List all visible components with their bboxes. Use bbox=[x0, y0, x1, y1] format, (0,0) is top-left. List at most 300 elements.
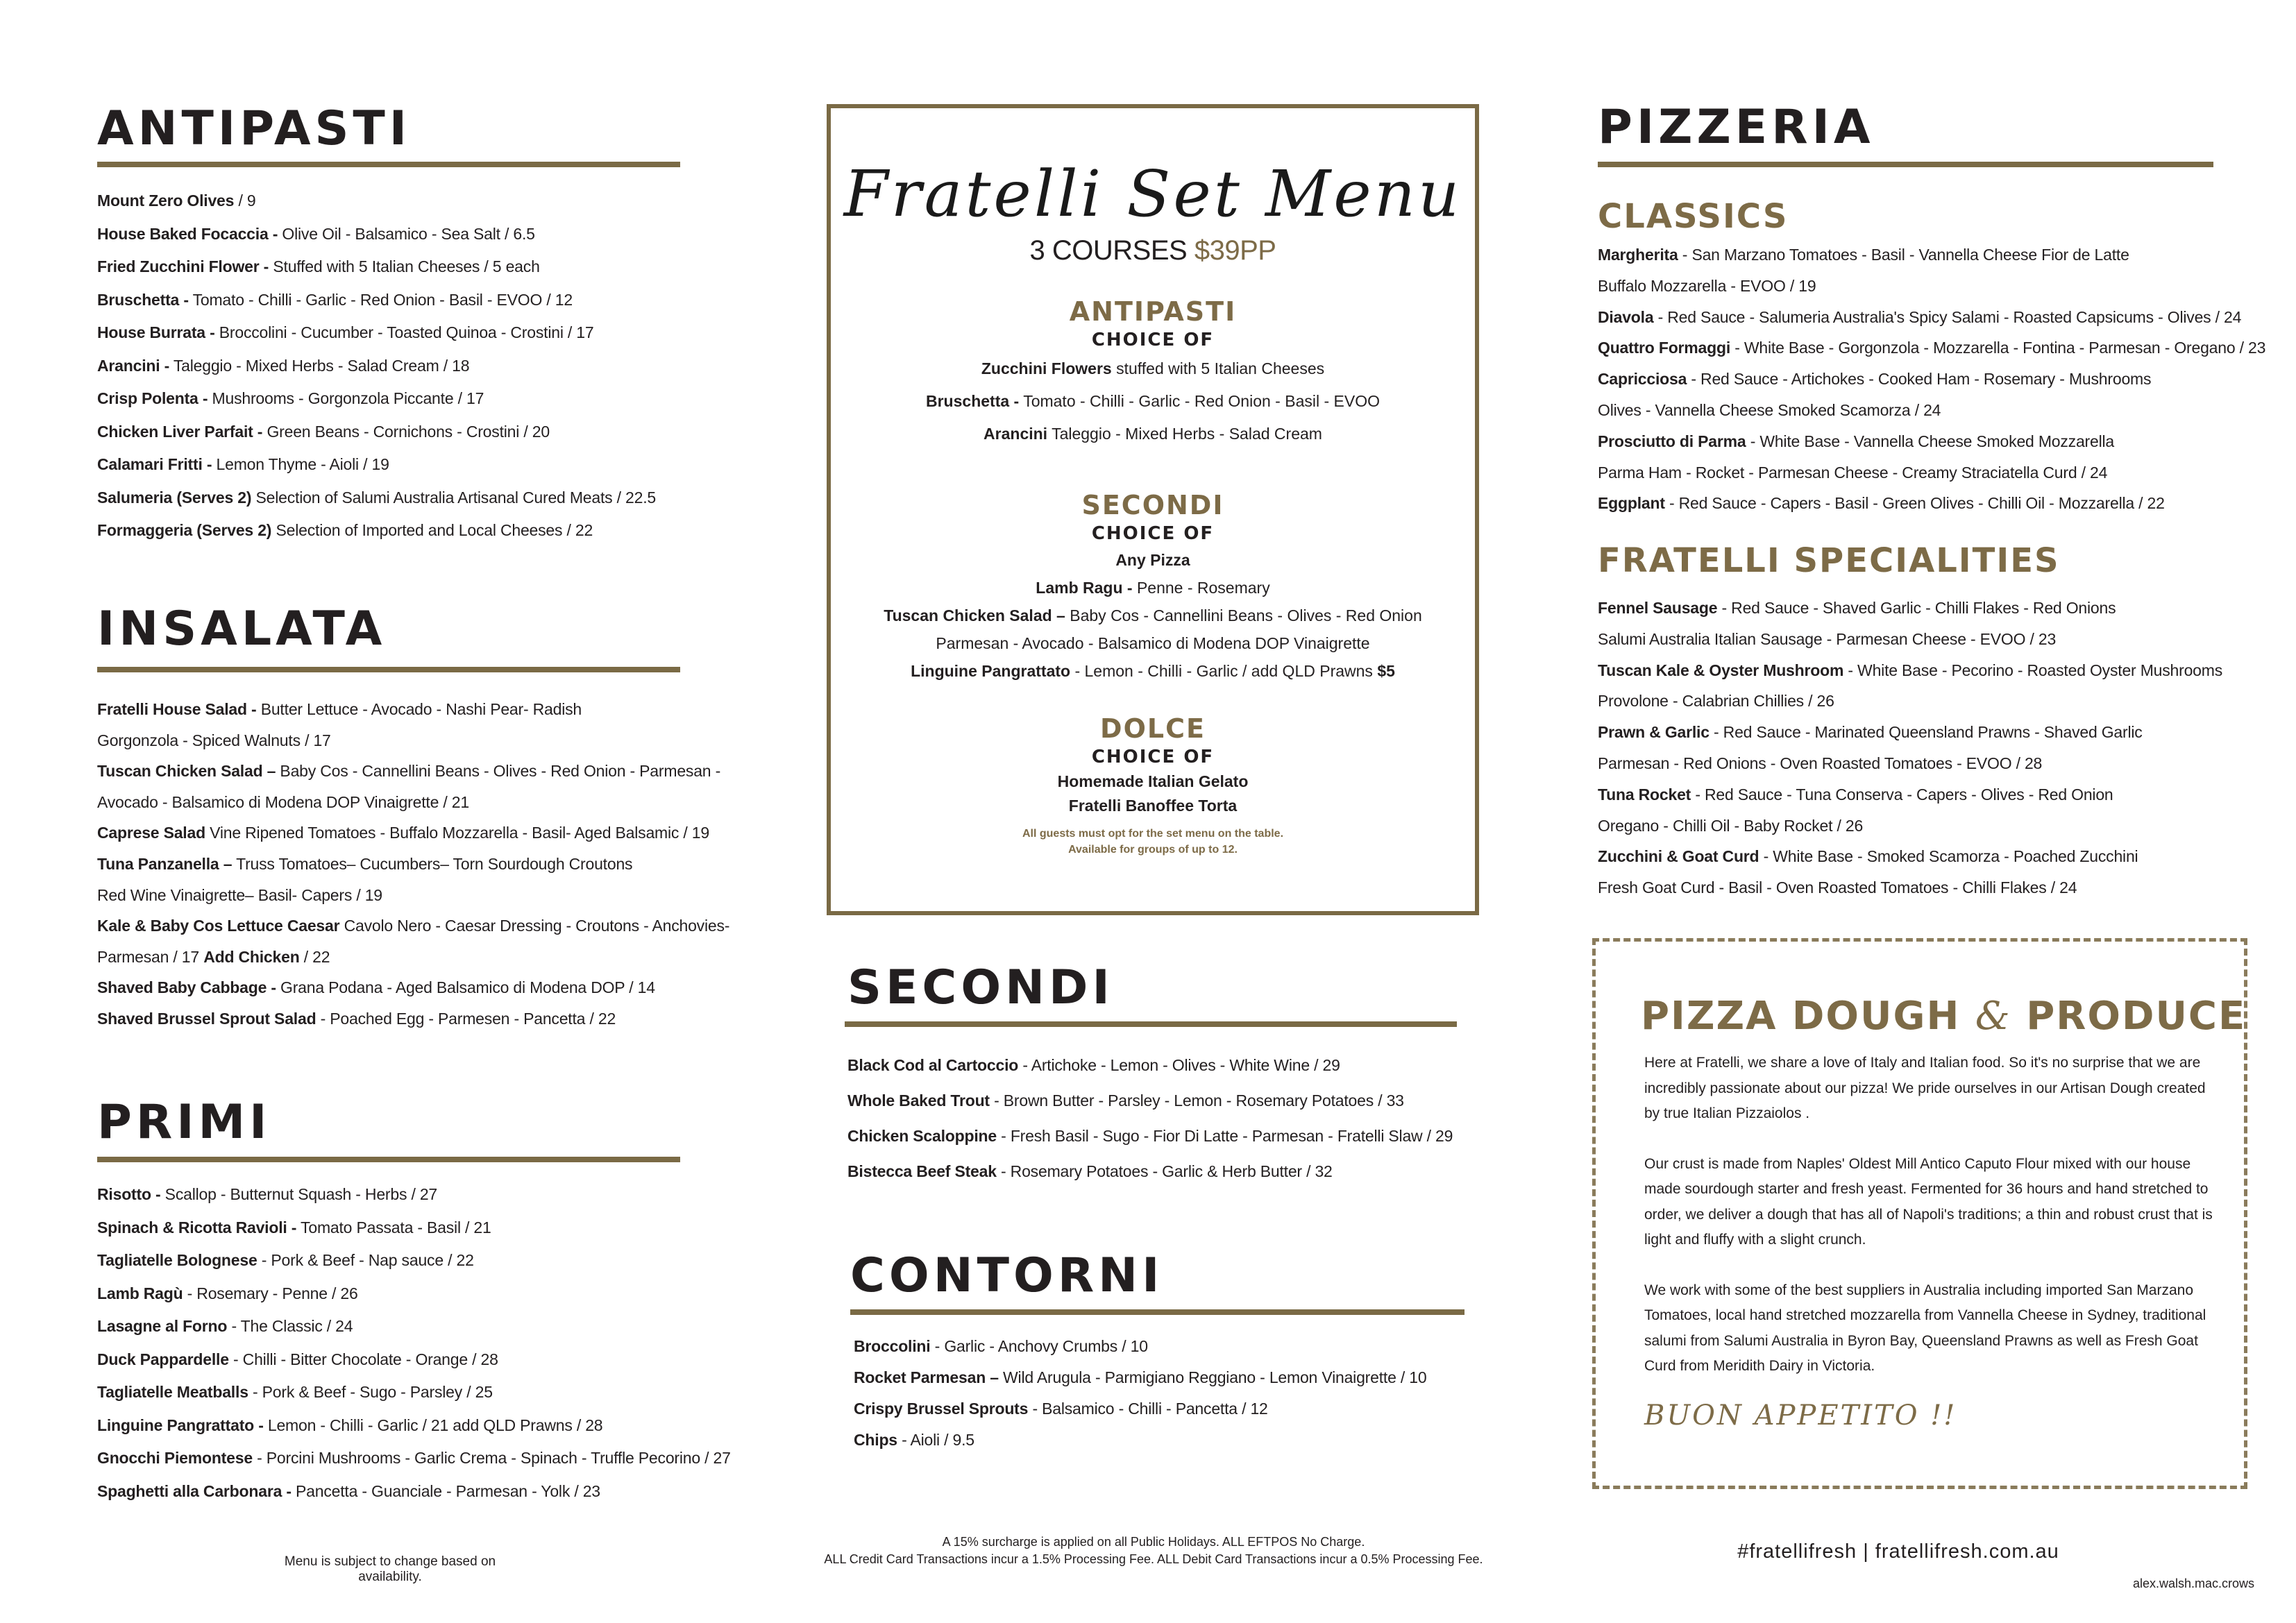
item-name: Gnocchi Piemontese bbox=[97, 1449, 253, 1467]
item-description: Penne - Rosemary bbox=[1136, 579, 1270, 597]
secondi-rule bbox=[845, 1021, 1457, 1027]
item-description: Baby Cos - Cannellini Beans - Olives - Red Onion bbox=[1070, 606, 1422, 624]
menu-item bbox=[97, 482, 656, 515]
menu-item bbox=[847, 1154, 1453, 1189]
menu-item-line bbox=[97, 1310, 731, 1343]
item-description: - Balsamico - Chilli - Pancetta / 12 bbox=[1032, 1400, 1268, 1418]
item-description: - Aioli / 9.5 bbox=[902, 1431, 974, 1449]
classics-list bbox=[1598, 239, 2265, 519]
item-description-cont: Parmesan / 17 bbox=[97, 947, 199, 966]
pizza-dough-heading-b: PRODUCE bbox=[2026, 994, 2247, 1039]
menu-item bbox=[847, 1048, 1453, 1083]
menu-item-line-2 bbox=[97, 787, 729, 818]
item-description: Scallop - Butternut Squash - Herbs / 27 bbox=[164, 1185, 438, 1203]
set-menu-item bbox=[831, 602, 1475, 657]
surcharge-line2: ALL Credit Card Transactions incur a 1.5% Processing Fee. ALL Debit Card Transactions incur a 0.5% Processing Fee. bbox=[824, 1552, 1483, 1566]
item-description: Pancetta - Guanciale - Parmesan - Yolk / 23 bbox=[296, 1481, 600, 1500]
item-name: Risotto - bbox=[97, 1185, 161, 1203]
menu-item bbox=[97, 1277, 731, 1311]
menu-item-line bbox=[97, 382, 656, 416]
menu-item bbox=[97, 382, 656, 416]
antipasti-list bbox=[97, 185, 656, 547]
item-description: Grana Podana - Aged Balsamico di Modena DOP / 14 bbox=[280, 978, 655, 997]
item-name: Any Pizza bbox=[1115, 551, 1190, 569]
menu-item-line bbox=[97, 185, 656, 218]
contorni-rule bbox=[850, 1309, 1464, 1315]
buon-appetito-signoff: BUON APPETITO !! bbox=[1644, 1400, 1957, 1431]
item-description: Selection of Salumi Australia Artisanal Cured Meats / 22.5 bbox=[255, 488, 656, 507]
set-section-title: DOLCE bbox=[1100, 713, 1206, 744]
insalata-rule bbox=[97, 667, 680, 672]
menu-item bbox=[97, 1376, 731, 1409]
classics-heading: CLASSICS bbox=[1598, 197, 1789, 236]
insalata-heading: INSALATA bbox=[97, 602, 387, 656]
item-description-cont: Red Wine Vinaigrette– Basil- Capers / 19 bbox=[97, 885, 382, 904]
item-name: Mount Zero Olives bbox=[97, 192, 235, 210]
menu-item bbox=[97, 316, 656, 350]
item-name: Prosciutto di Parma bbox=[1598, 432, 1746, 450]
menu-item-line bbox=[97, 448, 656, 482]
item-name: Shaved Baby Cabbage - bbox=[97, 978, 276, 997]
item-description-cont: Salumi Australia Italian Sausage - Parmesan Cheese - EVOO / 23 bbox=[1598, 629, 2057, 648]
item-name: Lasagne al Forno bbox=[97, 1317, 228, 1335]
menu-item-line bbox=[847, 1154, 1453, 1189]
item-description: / 9 bbox=[238, 192, 256, 210]
item-description: Truss Tomatoes– Cucumbers– Torn Sourdough Croutons bbox=[236, 854, 633, 873]
item-name: Diavola bbox=[1598, 307, 1654, 326]
menu-item bbox=[97, 1178, 731, 1212]
item-description: - Brown Butter - Parsley - Lemon - Rosemary Potatoes / 33 bbox=[994, 1091, 1404, 1110]
item-name: Lamb Ragu - bbox=[1036, 579, 1133, 597]
pizza-dough-box bbox=[1592, 938, 2247, 1489]
item-name: Bistecca Beef Steak bbox=[847, 1162, 997, 1180]
item-name: Broccolini bbox=[854, 1337, 931, 1355]
item-name: Tuscan Chicken Salad – bbox=[97, 762, 276, 781]
surcharge-line1: A 15% surcharge is applied on all Public Holidays. ALL EFTPOS No Charge. bbox=[942, 1535, 1365, 1549]
item-description: - Porcini Mushrooms - Garlic Crema - Spinach - Truffle Pecorino / 27 bbox=[257, 1449, 731, 1467]
menu-item bbox=[97, 1310, 731, 1343]
pizzeria-rule bbox=[1598, 162, 2213, 167]
menu-item-line bbox=[831, 574, 1475, 602]
item-description: - San Marzano Tomatoes - Basil - Vannella Cheese Fior de Latte bbox=[1682, 246, 2129, 264]
item-name: Tuna Rocket bbox=[1598, 785, 1691, 804]
item-name: Prawn & Garlic bbox=[1598, 723, 1710, 742]
menu-item-line-2 bbox=[1598, 810, 2222, 842]
menu-item-line bbox=[831, 657, 1475, 685]
menu-item-line bbox=[97, 1212, 731, 1245]
menu-item-line bbox=[854, 1393, 1426, 1425]
menu-item-line-2 bbox=[831, 629, 1475, 657]
set-menu-note-line2: Available for groups of up to 12. bbox=[1068, 844, 1238, 856]
item-description: Baby Cos - Cannellini Beans - Olives - Red Onion - Parmesan - bbox=[280, 762, 721, 781]
item-description: - White Base - Pecorino - Roasted Oyster Mushrooms bbox=[1848, 661, 2223, 679]
paragraph: Our crust is made from Naples' Oldest Mill Antico Caputo Flour mixed with our house made sourdough starter and fresh yeast. Fermented for 36 hours and hand stretched to order, we deliver a dough that has all of Napoli's traditions; a thin and robust crust that is light and fluffy with a slight crunch. bbox=[1644, 1155, 2213, 1248]
menu-item-line bbox=[97, 1376, 731, 1409]
item-description: Tomato - Chilli - Garlic - Red Onion - Basil - EVOO bbox=[1023, 392, 1380, 410]
item-description: - Lemon - Chilli - Garlic / add QLD Prawns bbox=[1074, 662, 1373, 680]
menu-item-line bbox=[854, 1362, 1426, 1393]
item-name: Tuscan Kale & Oyster Mushroom bbox=[1598, 661, 1844, 679]
menu-item-line bbox=[97, 694, 729, 725]
menu-item-line-2 bbox=[97, 880, 729, 911]
menu-item bbox=[97, 756, 729, 817]
item-name: Eggplant bbox=[1598, 494, 1665, 513]
item-description: Taleggio - Mixed Herbs - Salad Cream bbox=[1052, 425, 1322, 443]
set-choice-of: CHOICE OF bbox=[1091, 523, 1215, 544]
set-menu-item bbox=[831, 418, 1475, 450]
menu-item-line bbox=[1598, 364, 2265, 395]
menu-item bbox=[1598, 841, 2222, 903]
pizza-dough-text bbox=[1644, 1051, 2220, 1404]
set-menu-item bbox=[831, 385, 1475, 418]
antipasti-rule bbox=[97, 162, 680, 167]
menu-item-line-2 bbox=[97, 942, 729, 973]
menu-item-line-2 bbox=[1598, 686, 2222, 717]
item-name: Tagliatelle Meatballs bbox=[97, 1383, 248, 1401]
menu-item bbox=[1598, 488, 2265, 519]
menu-item-line bbox=[97, 250, 656, 284]
item-name: Tuscan Chicken Salad – bbox=[884, 606, 1065, 624]
menu-item bbox=[97, 817, 729, 849]
item-description: - Red Sauce - Capers - Basil - Green Olives - Chilli Oil - Mozzarella / 22 bbox=[1669, 494, 2165, 513]
item-addon-price: / 22 bbox=[303, 947, 330, 966]
menu-item-line bbox=[831, 352, 1475, 385]
item-name: Homemade Italian Gelato bbox=[1057, 772, 1249, 790]
item-name: Shaved Brussel Sprout Salad bbox=[97, 1009, 316, 1028]
item-name: Calamari Fritti - bbox=[97, 455, 212, 473]
menu-item-line bbox=[831, 794, 1475, 818]
menu-item bbox=[97, 514, 656, 547]
menu-item bbox=[1598, 426, 2265, 488]
item-description-cont: Oregano - Chilli Oil - Baby Rocket / 26 bbox=[1598, 816, 1864, 835]
menu-item-line bbox=[97, 1277, 731, 1311]
item-description: - Garlic - Anchovy Crumbs / 10 bbox=[934, 1337, 1148, 1355]
menu-item-line bbox=[847, 1119, 1453, 1154]
menu-item-line bbox=[847, 1048, 1453, 1083]
item-description: - Chilli - Bitter Chocolate - Orange / 28 bbox=[233, 1350, 498, 1368]
item-description: - Rosemary - Penne / 26 bbox=[187, 1284, 358, 1302]
item-description-cont: Buffalo Mozzarella - EVOO / 19 bbox=[1598, 276, 1816, 295]
menu-item-line bbox=[854, 1425, 1426, 1456]
menu-item bbox=[847, 1083, 1453, 1119]
set-section-title: SECONDI bbox=[1081, 490, 1224, 520]
set-menu-courses: 3 COURSES bbox=[1029, 235, 1188, 266]
item-name: Crispy Brussel Sprouts bbox=[854, 1400, 1029, 1418]
item-name: Quattro Formaggi bbox=[1598, 339, 1731, 357]
set-section-items bbox=[831, 546, 1475, 685]
set-menu-item bbox=[831, 352, 1475, 385]
item-description: Tomato Passata - Basil / 21 bbox=[301, 1218, 491, 1237]
item-description: - White Base - Vannella Cheese Smoked Mozzarella bbox=[1750, 432, 2115, 450]
set-menu-note bbox=[831, 826, 1475, 858]
specialities-list bbox=[1598, 593, 2222, 903]
menu-item bbox=[97, 250, 656, 284]
item-description: Lemon - Chilli - Garlic / 21 add QLD Prawns / 28 bbox=[267, 1416, 603, 1434]
set-menu-item bbox=[831, 657, 1475, 685]
pizzeria-heading: PIZZERIA bbox=[1598, 100, 1875, 155]
item-name: Zucchini & Goat Curd bbox=[1598, 847, 1759, 866]
item-price: $5 bbox=[1377, 662, 1395, 680]
menu-item bbox=[854, 1425, 1426, 1456]
menu-item bbox=[1598, 717, 2222, 779]
menu-item bbox=[97, 416, 656, 449]
item-description: - Poached Egg - Parmesen - Pancetta / 22 bbox=[320, 1009, 616, 1028]
primi-heading: PRIMI bbox=[97, 1095, 271, 1150]
pizza-dough-heading-a: PIZZA DOUGH bbox=[1641, 994, 1961, 1039]
set-menu-item bbox=[831, 574, 1475, 602]
menu-item-line-2 bbox=[1598, 748, 2222, 779]
menu-item-line-2 bbox=[1598, 624, 2222, 655]
item-name: Chips bbox=[854, 1431, 897, 1449]
menu-item-line bbox=[97, 756, 729, 787]
menu-item bbox=[97, 1212, 731, 1245]
menu-item-line bbox=[97, 910, 729, 942]
set-section-title: ANTIPASTI bbox=[1069, 296, 1237, 327]
set-menu-title: Fratelli Set Menu bbox=[843, 157, 1462, 231]
item-description: - Pork & Beef - Nap sauce / 22 bbox=[261, 1251, 474, 1269]
item-name: Bruschetta - bbox=[926, 392, 1020, 410]
item-description: Mushrooms - Gorgonzola Piccante / 17 bbox=[212, 389, 484, 407]
item-name: House Burrata - bbox=[97, 323, 215, 341]
menu-item-line-2 bbox=[1598, 395, 2265, 426]
menu-item-line bbox=[1598, 302, 2265, 333]
menu-item bbox=[97, 1343, 731, 1377]
menu-item-line bbox=[1598, 655, 2222, 686]
item-name: Capricciosa bbox=[1598, 370, 1687, 389]
item-name: House Baked Focaccia - bbox=[97, 224, 278, 243]
item-description: - Fresh Basil - Sugo - Fior Di Latte - Parmesan - Fratelli Slaw / 29 bbox=[1001, 1127, 1453, 1145]
set-choice-of: CHOICE OF bbox=[1091, 747, 1215, 767]
item-name: Lamb Ragù bbox=[97, 1284, 183, 1302]
antipasti-heading: ANTIPASTI bbox=[97, 101, 412, 156]
primi-rule bbox=[97, 1157, 680, 1162]
menu-item-line bbox=[97, 1178, 731, 1212]
menu-item bbox=[1598, 364, 2265, 426]
item-description: - Pork & Beef - Sugo - Parsley / 25 bbox=[253, 1383, 493, 1401]
item-description-cont: Parmesan - Avocado - Balsamico di Modena DOP Vinaigrette bbox=[936, 634, 1370, 652]
menu-item-line bbox=[97, 1343, 731, 1377]
menu-item-line bbox=[1598, 841, 2222, 872]
item-name: Bruschetta - bbox=[97, 290, 189, 309]
menu-item-line bbox=[1598, 779, 2222, 810]
menu-item bbox=[854, 1362, 1426, 1393]
menu-item-line bbox=[97, 1003, 729, 1035]
item-description: Wild Arugula - Parmigiano Reggiano - Lemon Vinaigrette / 10 bbox=[1003, 1368, 1427, 1386]
item-name: Rocket Parmesan – bbox=[854, 1368, 999, 1386]
item-description: - Red Sauce - Shaved Garlic - Chilli Flakes - Red Onions bbox=[1721, 599, 2116, 617]
menu-item-line bbox=[831, 418, 1475, 450]
menu-item-line bbox=[831, 385, 1475, 418]
item-addon-label: Add Chicken bbox=[203, 947, 300, 966]
set-menu-item bbox=[831, 794, 1475, 818]
menu-item bbox=[97, 694, 729, 756]
menu-item-line bbox=[97, 416, 656, 449]
item-description: Lemon Thyme - Aioli / 19 bbox=[216, 455, 389, 473]
set-menu-section bbox=[831, 296, 1475, 450]
set-menu-section bbox=[831, 713, 1475, 818]
menu-item-line bbox=[97, 849, 729, 880]
item-name: Spinach & Ricotta Ravioli - bbox=[97, 1218, 297, 1237]
contorni-heading: CONTORNI bbox=[850, 1248, 1164, 1303]
menu-item bbox=[1598, 593, 2222, 655]
menu-item-line bbox=[97, 218, 656, 251]
menu-item bbox=[97, 350, 656, 383]
item-name: Linguine Pangrattato - bbox=[97, 1416, 264, 1434]
item-description: Stuffed with 5 Italian Cheeses / 5 each bbox=[273, 257, 540, 275]
menu-item-line bbox=[97, 316, 656, 350]
item-description: Butter Lettuce - Avocado - Nashi Pear- Radish bbox=[260, 700, 582, 718]
menu-item bbox=[97, 849, 729, 910]
menu-item bbox=[97, 1003, 729, 1035]
item-name: Kale & Baby Cos Lettuce Caesar bbox=[97, 917, 340, 935]
item-description: - White Base - Smoked Scamorza - Poached Zucchini bbox=[1763, 847, 2138, 866]
item-description: Green Beans - Cornichons - Crostini / 20 bbox=[267, 422, 550, 441]
menu-item-line bbox=[97, 514, 656, 547]
menu-item bbox=[97, 284, 656, 317]
credit-text: alex.walsh.mac.crows bbox=[2132, 1577, 2254, 1590]
menu-item-line bbox=[831, 770, 1475, 794]
item-description: Taleggio - Mixed Herbs - Salad Cream / 18 bbox=[173, 356, 470, 375]
menu-item-line bbox=[1598, 488, 2265, 519]
menu-item bbox=[97, 1244, 731, 1277]
primi-list bbox=[97, 1178, 731, 1508]
menu-item bbox=[97, 1442, 731, 1475]
menu-item-line bbox=[97, 1475, 731, 1509]
menu-item bbox=[1598, 332, 2265, 364]
item-description-cont: Parma Ham - Rocket - Parmesan Cheese - Creamy Straciatella Curd / 24 bbox=[1598, 463, 2108, 482]
item-description-cont: Olives - Vannella Cheese Smoked Scamorza / 24 bbox=[1598, 400, 1941, 419]
item-name: Black Cod al Cartoccio bbox=[847, 1056, 1019, 1074]
item-description: - Rosemary Potatoes - Garlic & Herb Butter / 32 bbox=[1001, 1162, 1333, 1180]
item-name: Formaggeria (Serves 2) bbox=[97, 521, 272, 539]
menu-item-line-2 bbox=[1598, 872, 2222, 903]
set-menu-item bbox=[831, 546, 1475, 574]
item-description-cont: Gorgonzola - Spiced Walnuts / 17 bbox=[97, 731, 331, 749]
menu-item-line bbox=[1598, 593, 2222, 624]
menu-item bbox=[97, 910, 729, 972]
item-name: Fried Zucchini Flower - bbox=[97, 257, 269, 275]
item-name: Linguine Pangrattato bbox=[911, 662, 1075, 680]
specialities-heading: FRATELLI SPECIALITIES bbox=[1598, 541, 2060, 580]
menu-item bbox=[1598, 302, 2265, 333]
menu-item-line bbox=[831, 546, 1475, 574]
item-name: Chicken Liver Parfait - bbox=[97, 422, 263, 441]
item-name: Crisp Polenta - bbox=[97, 389, 208, 407]
contorni-list bbox=[854, 1331, 1426, 1456]
paragraph: We work with some of the best suppliers in Australia including imported San Marzano Tomatoes, local hand stretched mozzarella from Vannella Cheese in Sydney, traditional salumi from Salumi Australia in Byron Bay, Queensland Prawns as well as Fresh Goat Curd from Meridith Dairy in Victoria. bbox=[1644, 1282, 2206, 1374]
menu-item bbox=[97, 1409, 731, 1443]
menu-item bbox=[97, 185, 656, 218]
item-description-cont: Parmesan - Red Onions - Oven Roasted Tomatoes - EVOO / 28 bbox=[1598, 754, 2043, 772]
menu-item-line bbox=[1598, 239, 2265, 271]
item-name: Margherita bbox=[1598, 246, 1678, 264]
menu-item-line bbox=[854, 1331, 1426, 1362]
menu-item-line bbox=[97, 817, 729, 849]
item-description: - Red Sauce - Salumeria Australia's Spicy Salami - Roasted Capsicums - Olives / 24 bbox=[1657, 307, 2242, 326]
set-section-items bbox=[831, 352, 1475, 450]
menu-item bbox=[1598, 239, 2265, 302]
menu-item bbox=[97, 1475, 731, 1509]
social-links: #fratellifresh | fratellifresh.com.au bbox=[1737, 1540, 2059, 1563]
item-description: Broccolini - Cucumber - Toasted Quinoa - Crostini / 17 bbox=[219, 323, 594, 341]
set-menu-item bbox=[831, 770, 1475, 794]
item-description: Selection of Imported and Local Cheeses / 22 bbox=[276, 521, 593, 539]
set-menu-price: $39PP bbox=[1194, 235, 1276, 266]
menu-availability-note: Menu is subject to change based on availability. bbox=[284, 1554, 496, 1584]
item-name: Whole Baked Trout bbox=[847, 1091, 990, 1110]
pizza-dough-heading bbox=[1641, 994, 2246, 1039]
item-description: Tomato - Chilli - Garlic - Red Onion - Basil - EVOO / 12 bbox=[192, 290, 573, 309]
item-name: Fratelli House Salad - bbox=[97, 700, 257, 718]
set-menu-box bbox=[827, 104, 1479, 915]
item-name: Tuna Panzanella – bbox=[97, 854, 233, 873]
menu-item-line bbox=[1598, 426, 2265, 457]
secondi-list bbox=[847, 1048, 1453, 1189]
menu-item bbox=[97, 972, 729, 1003]
item-name: Arancini - bbox=[97, 356, 170, 375]
menu-item-line bbox=[97, 1442, 731, 1475]
item-name: Zucchini Flowers bbox=[981, 359, 1112, 377]
item-description-cont: Provolone - Calabrian Chillies / 26 bbox=[1598, 692, 1834, 711]
menu-item-line bbox=[97, 1244, 731, 1277]
item-description: Vine Ripened Tomatoes - Buffalo Mozzarella - Basil- Aged Balsamic / 19 bbox=[210, 824, 709, 842]
surcharge-note bbox=[798, 1533, 1509, 1568]
menu-item-line bbox=[1598, 332, 2265, 364]
item-description: Cavolo Nero - Caesar Dressing - Croutons - Anchovies- bbox=[344, 917, 730, 935]
menu-item bbox=[97, 448, 656, 482]
menu-item-line-2 bbox=[1598, 457, 2265, 488]
menu-item-line bbox=[97, 1409, 731, 1443]
item-description: - The Classic / 24 bbox=[231, 1317, 353, 1335]
set-choice-of: CHOICE OF bbox=[1091, 330, 1215, 350]
menu-item bbox=[97, 218, 656, 251]
item-name: Fennel Sausage bbox=[1598, 599, 1718, 617]
menu-item-line bbox=[97, 972, 729, 1003]
item-name: Salumeria (Serves 2) bbox=[97, 488, 252, 507]
item-name: Chicken Scaloppine bbox=[847, 1127, 997, 1145]
set-menu-price-line bbox=[831, 235, 1475, 266]
menu-item bbox=[847, 1119, 1453, 1154]
item-name: Fratelli Banoffee Torta bbox=[1068, 797, 1238, 815]
set-menu-section bbox=[831, 489, 1475, 685]
menu-item-line bbox=[97, 482, 656, 515]
item-description-cont: Avocado - Balsamico di Modena DOP Vinaigrette / 21 bbox=[97, 792, 469, 811]
menu-item bbox=[854, 1331, 1426, 1362]
menu-item bbox=[1598, 779, 2222, 842]
item-name: Spaghetti alla Carbonara - bbox=[97, 1481, 292, 1500]
secondi-heading: SECONDI bbox=[847, 960, 1114, 1015]
paragraph: Here at Fratelli, we share a love of Italy and Italian food. So it's no surprise that we are incredibly passionate about our pizza! We pride ourselves in our Artisan Dough created by true Italian Pizzaiolos . bbox=[1644, 1055, 2206, 1121]
item-name: Arancini bbox=[984, 425, 1048, 443]
item-name: Duck Pappardelle bbox=[97, 1350, 229, 1368]
item-description: - Red Sauce - Marinated Queensland Prawns - Shaved Garlic bbox=[1714, 723, 2143, 742]
item-name: Tagliatelle Bolognese bbox=[97, 1251, 258, 1269]
menu-item bbox=[1598, 655, 2222, 717]
menu-item-line-2 bbox=[1598, 271, 2265, 302]
menu-item-line bbox=[97, 350, 656, 383]
menu-item-line bbox=[831, 602, 1475, 629]
menu-item bbox=[854, 1393, 1426, 1425]
item-name: Caprese Salad bbox=[97, 824, 205, 842]
item-description: - Red Sauce - Tuna Conserva - Capers - Olives - Red Onion bbox=[1695, 785, 2113, 804]
item-description: - White Base - Gorgonzola - Mozzarella - Fontina - Parmesan - Oregano / 23 bbox=[1734, 339, 2266, 357]
item-description: - Artichoke - Lemon - Olives - White Wine / 29 bbox=[1022, 1056, 1340, 1074]
menu-item-line-2 bbox=[97, 725, 729, 756]
menu-item-line bbox=[847, 1083, 1453, 1119]
menu-item-line bbox=[97, 284, 656, 317]
set-menu-note-line1: All guests must opt for the set menu on the table. bbox=[1022, 828, 1284, 840]
menu-item-line bbox=[1598, 717, 2222, 748]
